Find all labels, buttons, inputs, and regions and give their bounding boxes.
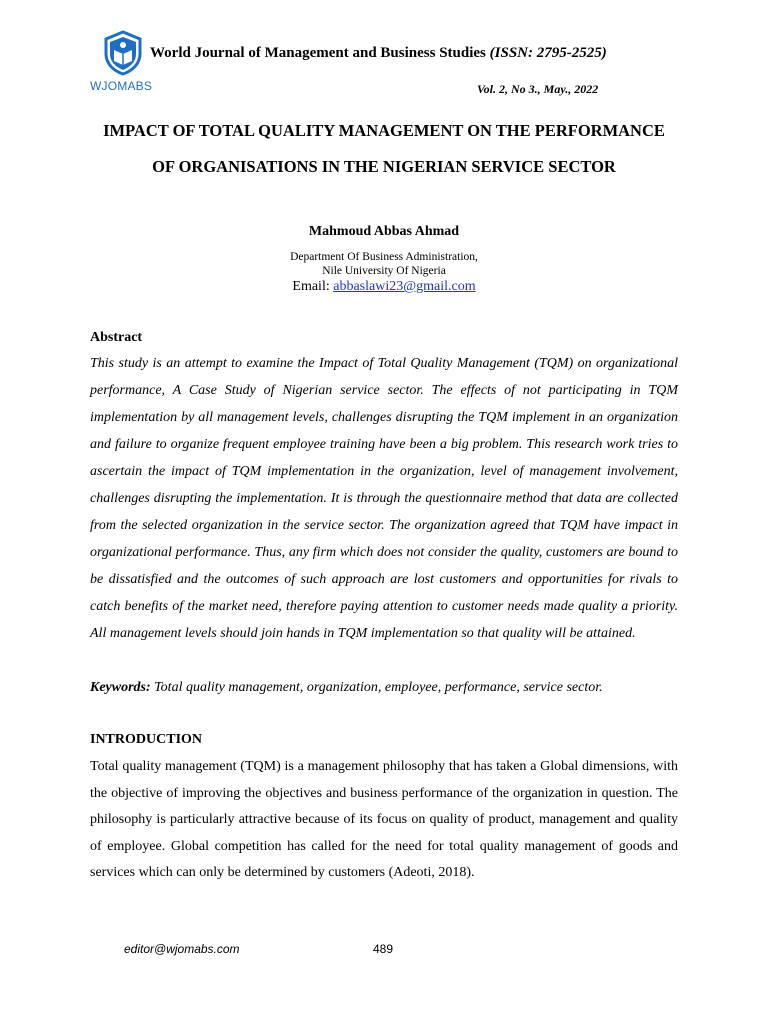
- affiliation-department: Department Of Business Administration,: [290, 251, 478, 263]
- journal-name: World Journal of Management and Business Studies: [150, 45, 490, 61]
- page-number: 489: [373, 942, 394, 956]
- email-link[interactable]: abbaslawi23@gmail.com: [333, 279, 476, 294]
- footer-email: editor@wjomabs.com: [124, 942, 240, 956]
- logo-text: WJOMABS: [90, 79, 153, 93]
- keywords-line: [90, 674, 678, 701]
- shield-book-icon: [102, 30, 144, 76]
- introduction-body: Total quality management (TQM) is a management philosophy that has taken a Global dimensions, with the objective of improving the objectives and business performance of the organization in question. The philosophy is particularly attractive because of its focus on quality of product, management and quality of employee. Global competition has called for the need for total quality management of goods and services which can only be determined by customers (Adeoti, 2018).: [90, 759, 678, 880]
- article-title: IMPACT OF TOTAL QUALITY MANAGEMENT ON THE PERFORMANCE OF ORGANISATIONS IN THE NIGERIAN SERVICE SECTOR: [103, 121, 665, 176]
- author-affiliation: [90, 250, 678, 278]
- introduction-heading: INTRODUCTION: [90, 732, 203, 747]
- affiliation-university: Nile University Of Nigeria: [322, 265, 446, 277]
- email-label: Email:: [292, 279, 334, 294]
- journal-title: [150, 45, 607, 62]
- keywords-list: Total quality management, organization, employee, performance, service sector.: [150, 680, 603, 695]
- author-email: [90, 279, 678, 295]
- author-name: Mahmoud Abbas Ahmad: [308, 224, 460, 239]
- keywords-label: Keywords:: [90, 680, 151, 695]
- abstract-heading: Abstract: [90, 330, 143, 345]
- volume-info: Vol. 2, No 3., May., 2022: [477, 82, 599, 96]
- journal-issn: (ISSN: 2795-2525): [489, 45, 607, 61]
- journal-logo: [90, 30, 160, 94]
- abstract-body: This study is an attempt to examine the Impact of Total Quality Management (TQM) on organizational performance, A Case Study of Nigerian service sector. The effects of not participating in TQM implementation by all management levels, challenges disrupting the TQM implement in an organization and failure to organize frequent employee training have been a big problem. This research work tries to ascertain the impact of TQM implementation in the organization, level of management involvement, challenges disrupting the implementation. It is through the questionnaire method that data are collected from the selected organization in the service sector. The organization agreed that TQM have impact in organizational performance. Thus, any firm which does not consider the quality, customers are bound to be dissatisfied and the outcomes of such approach are lost customers and opportunities for rivals to catch benefits of the market need, therefore paying attention to customer needs made quality a priority. All management levels should join hands in TQM implementation so that quality will be attained.: [90, 356, 678, 641]
